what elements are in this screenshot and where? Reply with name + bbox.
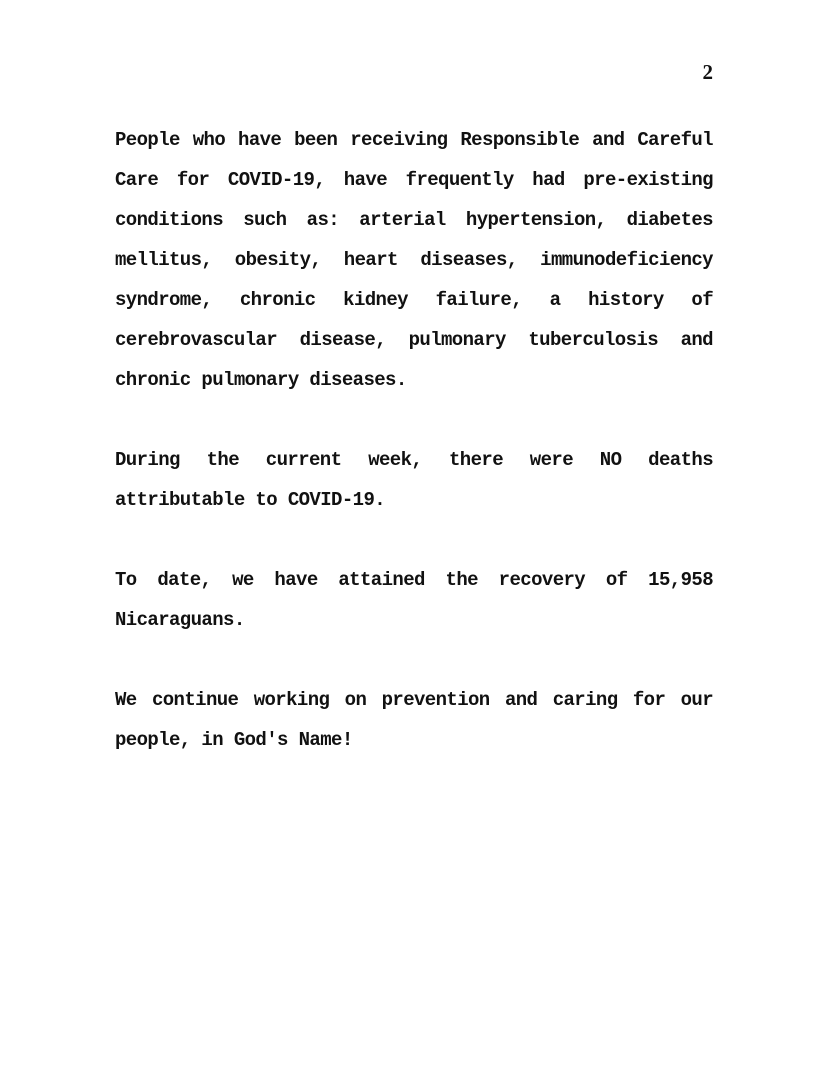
page-number: 2 — [702, 60, 713, 84]
paragraph-closing-statement: We continue working on prevention and caring for our people, in God's Name! — [115, 689, 713, 751]
paragraph-preexisting-conditions: People who have been receiving Responsible and Careful Care for COVID-19, have frequently had pre-existing conditions such as: arterial hypertension, diabetes mellitus, obesity, heart diseases, immunodeficiency syndrome, chronic kidney failure, a history of cerebrovascular disease, pulmonary tuberculosis and chronic pulmonary diseases. — [115, 129, 713, 391]
paragraph-weekly-deaths: During the current week, there were NO deaths attributable to COVID-19. — [115, 449, 713, 511]
page-content — [115, 120, 713, 800]
paragraph-recoveries: To date, we have attained the recovery of 15,958 Nicaraguans. — [115, 569, 713, 631]
